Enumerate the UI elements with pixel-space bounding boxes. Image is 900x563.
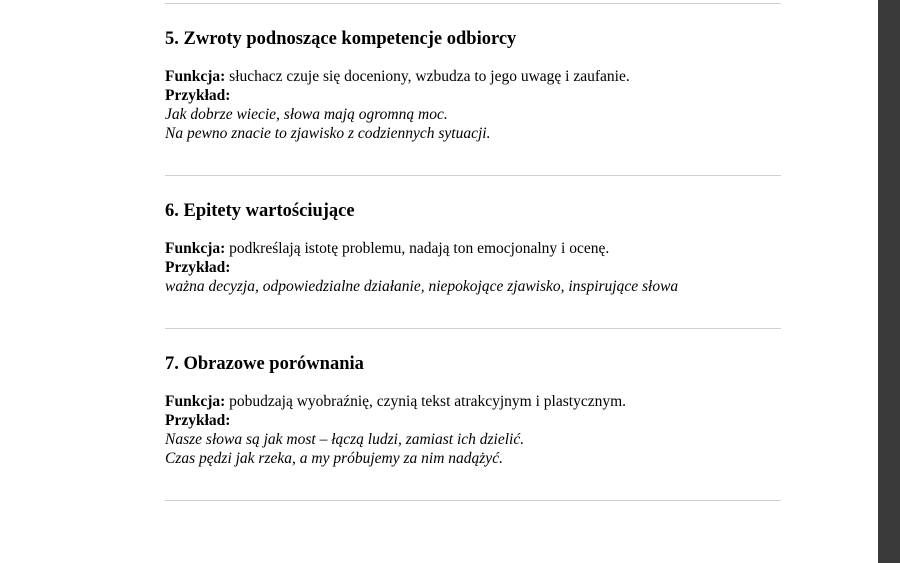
section-6	[165, 199, 781, 296]
example-text: Na pewno znacie to zjawisko z codziennych sytuacji.	[165, 125, 491, 142]
section-heading: 7. Obrazowe porównania	[165, 354, 364, 374]
function-text: pobudzają wyobraźnię, czynią tekst atrakcyjnym i plastycznym.	[225, 393, 627, 410]
section-divider	[165, 3, 781, 4]
example-text: Nasze słowa są jak most – łączą ludzi, zamiast ich dzielić.	[165, 431, 525, 448]
function-label: Funkcja:	[165, 68, 226, 85]
function-line	[165, 392, 781, 411]
scrollbar-track[interactable]	[878, 0, 900, 563]
section-divider	[165, 328, 781, 329]
function-line	[165, 239, 781, 258]
function-label: Funkcja:	[165, 240, 226, 257]
section-divider	[165, 175, 781, 176]
example-text: Czas pędzi jak rzeka, a my próbujemy za nim nadążyć.	[165, 450, 503, 467]
section-5	[165, 27, 781, 143]
section-divider	[165, 500, 781, 501]
section-7	[165, 352, 781, 468]
function-text: słuchacz czuje się doceniony, wzbudza to jego uwagę i zaufanie.	[225, 68, 630, 85]
example-text: ważna decyzja, odpowiedzialne działanie, niepokojące zjawisko, inspirujące słowa	[165, 278, 679, 295]
example-label: Przykład:	[165, 259, 231, 276]
section-heading: 5. Zwroty podnoszące kompetencje odbiorcy	[165, 29, 517, 49]
example-label: Przykład:	[165, 87, 231, 104]
function-label: Funkcja:	[165, 393, 226, 410]
example-text: Jak dobrze wiecie, słowa mają ogromną moc.	[165, 106, 448, 123]
example-label: Przykład:	[165, 412, 231, 429]
function-text: podkreślają istotę problemu, nadają ton emocjonalny i ocenę.	[225, 240, 610, 257]
function-line	[165, 67, 781, 86]
section-heading: 6. Epitety wartościujące	[165, 201, 355, 221]
